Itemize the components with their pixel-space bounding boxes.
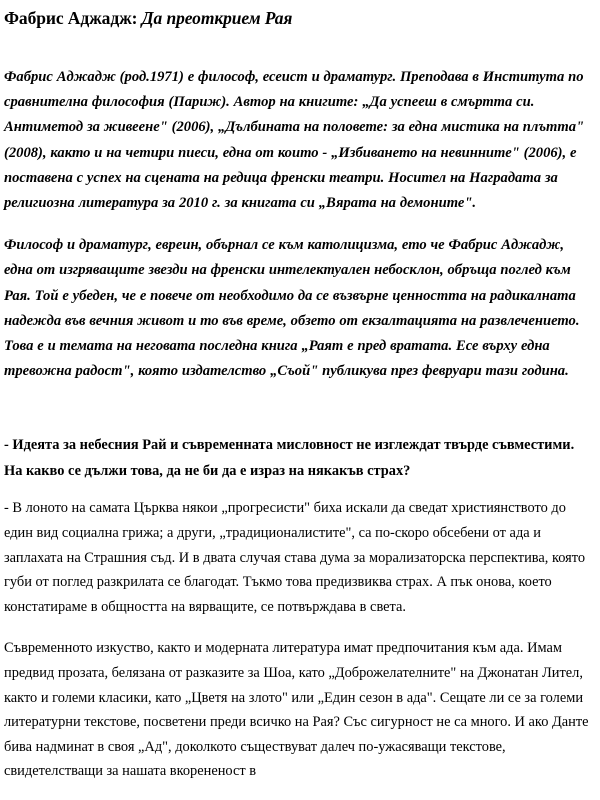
answer-paragraph: - В лоното на самата Църква някои „прогресисти" биха искали да сведат християнството до един вид социална грижа; а други, „традиционалистите", са по-скоро обсебени от ада и заплахата на Страшния съд. И в двата случая става дума за морализаторска перспектива, която губи от поглед разкрилата се благодат. Тъкмо това предизвиква страх. А пък онова, което констатираме в общността на вярващите, се потвърждава в света. bbox=[4, 500, 586, 615]
interview-answer-block bbox=[4, 484, 595, 784]
lead-paragraph: Философ и драматург, евреин, обърнал се към католицизма, ето че Фабрис Аджадж, една от изгряващите звезди на френски интелектуален небосклон, обръща поглед към Рая. Той е убеден, че е повече от необходимо да се възвърне ценността на радикалната надежда във вечния живот и то във време, обзето от екзалтацията на развлечението. Това е и темата на неговата последна книга „Раят е пред вратата. Есе върху една тревожна радост", която издателство „Съой" публикува през февруари тази година. bbox=[4, 237, 580, 380]
answer-paragraph: Съвременното изкуство, както и модерната литература имат предпочитания към ада. Имам предвид прозата, белязана от разказите за Шоа, като „Доброжелателните" на Джонатан Лител, както и големи класики, като „Цветя на злото" или „Един сезон в ада". Сещате ли се за големи литературни текстове, посветени преди всичко на Рая? Със сигурност не са много. И ако Данте бива надминат в своя „Ад", доколкото съществуват далеч по-ужасяващи текстове, свидетелстващи за нашата вкорененост в bbox=[4, 640, 589, 780]
title-subject: Фабрис Аджадж: bbox=[4, 8, 138, 28]
lead-paragraph: Фабрис Аджадж (род.1971) е философ, есеист и драматург. Преподава в Института по сравнителна философия (Париж). Автор на книгите: „Да успееш в смъртта си. Антиметод за живеене" (2006), „Дълбината на половете: за една мистика на плътта" (2008), както и на четири пиеси, една от които - „Избиването на невинните" (2006), е поставена с успех на сцената на редица френски театри. Носител на Наградата за религиозна литература за 2010 г. за книгата си „Вярата на демоните". bbox=[4, 69, 585, 212]
author-bio-block bbox=[4, 29, 595, 384]
page-title bbox=[4, 0, 595, 29]
interview-question: - Идеята за небесния Рай и съвременната мисловност не изглеждат твърде съвместими. На какво се дължи това, да не би да е израз на някакъв страх? bbox=[4, 437, 575, 479]
title-work: Да преоткрием Рая bbox=[141, 8, 293, 28]
